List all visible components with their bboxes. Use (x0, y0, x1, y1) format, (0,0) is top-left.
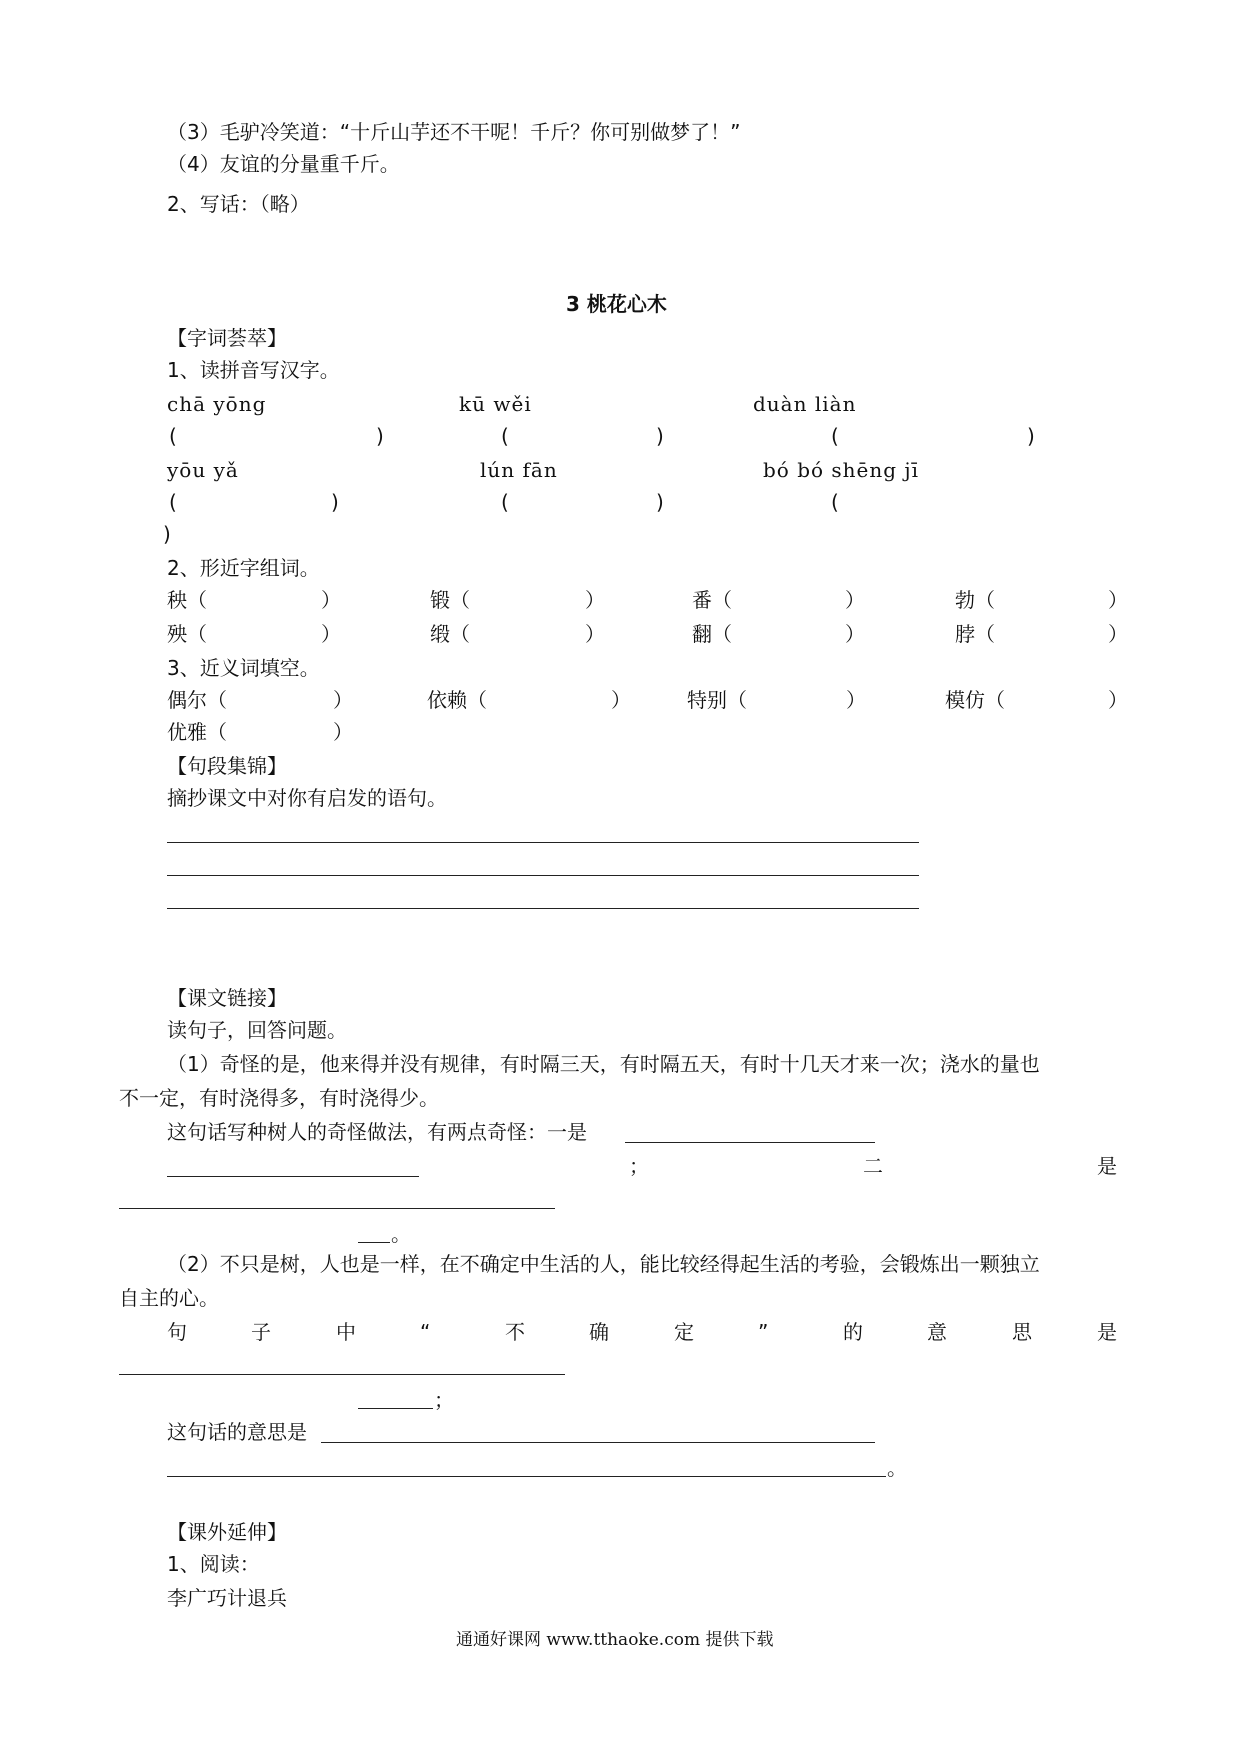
spread-char: 是 (1097, 1320, 1117, 1344)
answer-line[interactable] (167, 1476, 886, 1477)
question-1: 1、读拼音写汉字。 (167, 358, 340, 382)
footer-text: 通通好课网 www.tthaoke.com 提供下载 (456, 1630, 774, 1650)
lesson-title: 3 桃花心木 (566, 292, 667, 316)
passage-1-line-2: 不一定，有时浇得多，有时浇得少。 (119, 1086, 439, 1110)
meaning-prompt: 这句话的意思是 (167, 1420, 307, 1444)
section-sentences: 【句段集锦】 (167, 754, 287, 778)
char-pair: 番（ (692, 588, 732, 612)
story-title: 李广巧计退兵 (167, 1586, 287, 1610)
answer-bracket: ) (1027, 424, 1035, 448)
answer-line[interactable] (167, 908, 919, 909)
period: 。 (391, 1222, 411, 1246)
read-instruction: 读句子，回答问题。 (167, 1018, 347, 1042)
spread-char: 句 (167, 1320, 187, 1344)
char-pair-close: ） (1108, 622, 1128, 646)
is-label: 是 (1097, 1154, 1117, 1178)
writing-task: 2、写话：（略） (167, 192, 310, 216)
passage-2-line-2: 自主的心。 (119, 1286, 219, 1310)
answer-bracket: ) (656, 490, 664, 514)
semicolon: ； (629, 1154, 649, 1178)
spread-char: 的 (843, 1320, 863, 1344)
answer-line[interactable] (625, 1142, 875, 1143)
char-pair: 缎（ (430, 622, 470, 646)
section-extra: 【课外延伸】 (167, 1520, 287, 1544)
pinyin-5: lún fān (480, 458, 558, 482)
char-pair: 脖（ (955, 622, 995, 646)
semicolon: ； (434, 1388, 454, 1412)
spread-char: ” (758, 1320, 769, 1344)
answer-line[interactable] (321, 1442, 875, 1443)
char-pair-close: ） (585, 588, 605, 612)
answer-line-3: （3）毛驴冷笑道：“十斤山芋还不干呢！千斤？你可别做梦了！” (167, 120, 741, 144)
answer-bracket: ( (501, 424, 509, 448)
answer-bracket: ( (831, 424, 839, 448)
answer-line-4: （4）友谊的分量重千斤。 (167, 152, 400, 176)
answer-bracket: ) (376, 424, 384, 448)
synonym-item: 优雅（ (167, 720, 227, 744)
spread-char: 思 (1012, 1320, 1032, 1344)
passage-2-line-1: （2）不只是树，人也是一样，在不确定中生活的人，能比较经得起生活的考验，会锻炼出一颗独立 (167, 1252, 1040, 1276)
answer-bracket: ) (331, 490, 339, 514)
answer-bracket: ( (501, 490, 509, 514)
char-pair: 翻（ (692, 622, 732, 646)
spread-char: 确 (589, 1320, 609, 1344)
question-2: 2、形近字组词。 (167, 556, 320, 580)
section-words: 【字词荟萃】 (167, 326, 287, 350)
question-3: 3、近义词填空。 (167, 656, 320, 680)
answer-line[interactable] (358, 1408, 433, 1409)
char-pair: 殃（ (167, 622, 207, 646)
pinyin-1: chā yōng (167, 392, 267, 416)
char-pair: 勃（ (955, 588, 995, 612)
pinyin-4: yōu yǎ (167, 458, 239, 482)
answer-line[interactable] (119, 1208, 555, 1209)
spread-char: 意 (927, 1320, 947, 1344)
spread-char: “ (420, 1320, 431, 1344)
synonym-close: ） (333, 720, 353, 744)
answer-line[interactable] (167, 1176, 419, 1177)
char-pair-close: ） (1108, 588, 1128, 612)
period: 。 (887, 1456, 907, 1480)
answer-bracket: ( (831, 490, 839, 514)
answer-bracket: ( (169, 490, 177, 514)
answer-bracket: ) (163, 522, 171, 546)
passage-1-line-1: （1）奇怪的是，他来得并没有规律，有时隔三天，有时隔五天，有时十几天才来一次；浇水的量也 (167, 1052, 1040, 1076)
synonym-close: ） (846, 688, 866, 712)
synonym-item: 依赖（ (427, 688, 487, 712)
char-pair-close: ） (845, 588, 865, 612)
char-pair: 锻（ (430, 588, 470, 612)
synonym-item: 偶尔（ (167, 688, 227, 712)
answer-bracket: ) (656, 424, 664, 448)
char-pair: 秧（ (167, 588, 207, 612)
section-link: 【课文链接】 (167, 986, 287, 1010)
spread-char: 中 (336, 1320, 356, 1344)
synonym-close: ） (611, 688, 631, 712)
pinyin-3: duàn liàn (753, 392, 857, 416)
char-pair-close: ） (585, 622, 605, 646)
answer-line[interactable] (167, 875, 919, 876)
spread-char: 定 (674, 1320, 694, 1344)
answer-line[interactable] (358, 1242, 390, 1243)
synonym-close: ） (1108, 688, 1128, 712)
synonym-item: 特别（ (687, 688, 747, 712)
reading-label: 1、阅读： (167, 1552, 260, 1576)
pinyin-2: kū wěi (459, 392, 532, 416)
answer-bracket: ( (169, 424, 177, 448)
char-pair-close: ） (321, 588, 341, 612)
char-pair-close: ） (321, 622, 341, 646)
excerpt-instruction: 摘抄课文中对你有启发的语句。 (167, 786, 447, 810)
answer-line[interactable] (167, 842, 919, 843)
synonym-item: 模仿（ (945, 688, 1005, 712)
second-label: 二 (863, 1154, 883, 1178)
question-p1: 这句话写种树人的奇怪做法，有两点奇怪：一是 (167, 1120, 587, 1144)
synonym-close: ） (333, 688, 353, 712)
spread-char: 子 (251, 1320, 271, 1344)
spread-char: 不 (505, 1320, 525, 1344)
pinyin-6: bó bó shēng jī (763, 458, 920, 482)
answer-line[interactable] (119, 1374, 565, 1375)
char-pair-close: ） (845, 622, 865, 646)
